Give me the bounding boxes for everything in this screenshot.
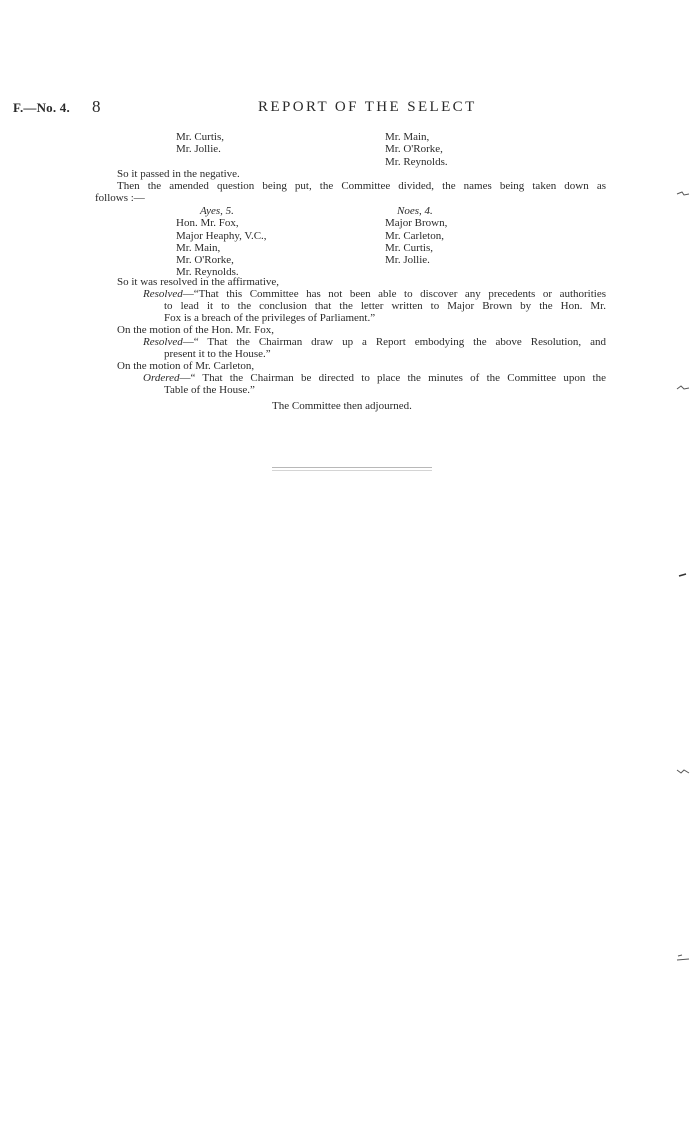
motion-fox-line: On the motion of the Hon. Mr. Fox, (117, 324, 275, 336)
amended-question-line: Then the amended question being put, the Committee divided, the names being taken down as (117, 180, 606, 192)
page-number: 8 (92, 97, 101, 116)
order-text: —“ That the Chairman be directed to place the minutes of the Committee upon the (179, 372, 606, 384)
resolved-label: Resolved (143, 336, 183, 348)
adjourned-line: The Committee then adjourned. (272, 400, 412, 412)
member-name: Major Heaphy, V.C., (176, 229, 267, 242)
resolution-1-text: —“That this Committee has not been able to discover any precedents or authorities (182, 288, 606, 300)
margin-mark-icon (676, 190, 690, 198)
motion-carleton-line: On the motion of Mr. Carleton, (117, 360, 255, 372)
passed-negative-line: So it passed in the negative. (117, 168, 240, 180)
member-name: Mr. Jollie. (385, 254, 430, 267)
resolved-affirmative-line: So it was resolved in the affirmative, (117, 276, 280, 288)
ordered-label: Ordered (143, 372, 180, 384)
ayes-heading: Ayes, 5. (200, 205, 234, 217)
paper-reference: F.—No. 4. (13, 100, 70, 115)
first-vote-left-names (176, 131, 224, 156)
noes-list (385, 205, 447, 266)
separator-rule (272, 467, 432, 468)
member-name: Mr. Reynolds. (176, 266, 239, 279)
resolution-2-line-2: present it to the House.” (164, 348, 271, 360)
member-name: Mr. Reynolds. (385, 155, 448, 168)
resolution-2-text: —“ That the Chairman draw up a Report embodying the above Resolution, and (182, 336, 606, 348)
margin-mark-icon (676, 384, 690, 392)
member-name: Hon. Mr. Fox, (176, 217, 239, 230)
member-name: Mr. Curtis, (176, 131, 224, 143)
resolution-1-line-1 (143, 289, 606, 301)
margin-mark-icon (678, 572, 688, 578)
separator-rule (272, 470, 432, 471)
margin-mark-icon (676, 768, 690, 776)
member-name: Major Brown, (385, 217, 448, 230)
resolution-2-line-1 (143, 337, 606, 349)
ayes-list (176, 205, 267, 279)
member-name: Mr. Jollie. (176, 143, 221, 156)
member-name: Mr. O'Rorke, (385, 143, 443, 156)
member-name: Mr. Curtis, (385, 241, 433, 254)
resolution-1-line-2: to lead it to the conclusion that the letter written to Major Brown by the Hon. Mr. (164, 300, 606, 312)
first-vote-right-names (385, 131, 448, 168)
member-name: Mr. O'Rorke, (176, 254, 234, 267)
amended-question-follows: follows :— (95, 192, 145, 204)
resolved-label: Resolved (143, 288, 183, 300)
order-line-1 (143, 373, 606, 385)
order-line-2: Table of the House.” (164, 384, 255, 396)
resolution-1-line-3: Fox is a breach of the privileges of Parliament.” (164, 312, 376, 324)
member-name: Mr. Main, (385, 131, 430, 143)
noes-heading: Noes, 4. (397, 205, 433, 217)
page-title: REPORT OF THE SELECT (258, 99, 477, 115)
margin-mark-icon (676, 953, 690, 963)
member-name: Mr. Carleton, (385, 229, 444, 242)
member-name: Mr. Main, (176, 241, 221, 254)
